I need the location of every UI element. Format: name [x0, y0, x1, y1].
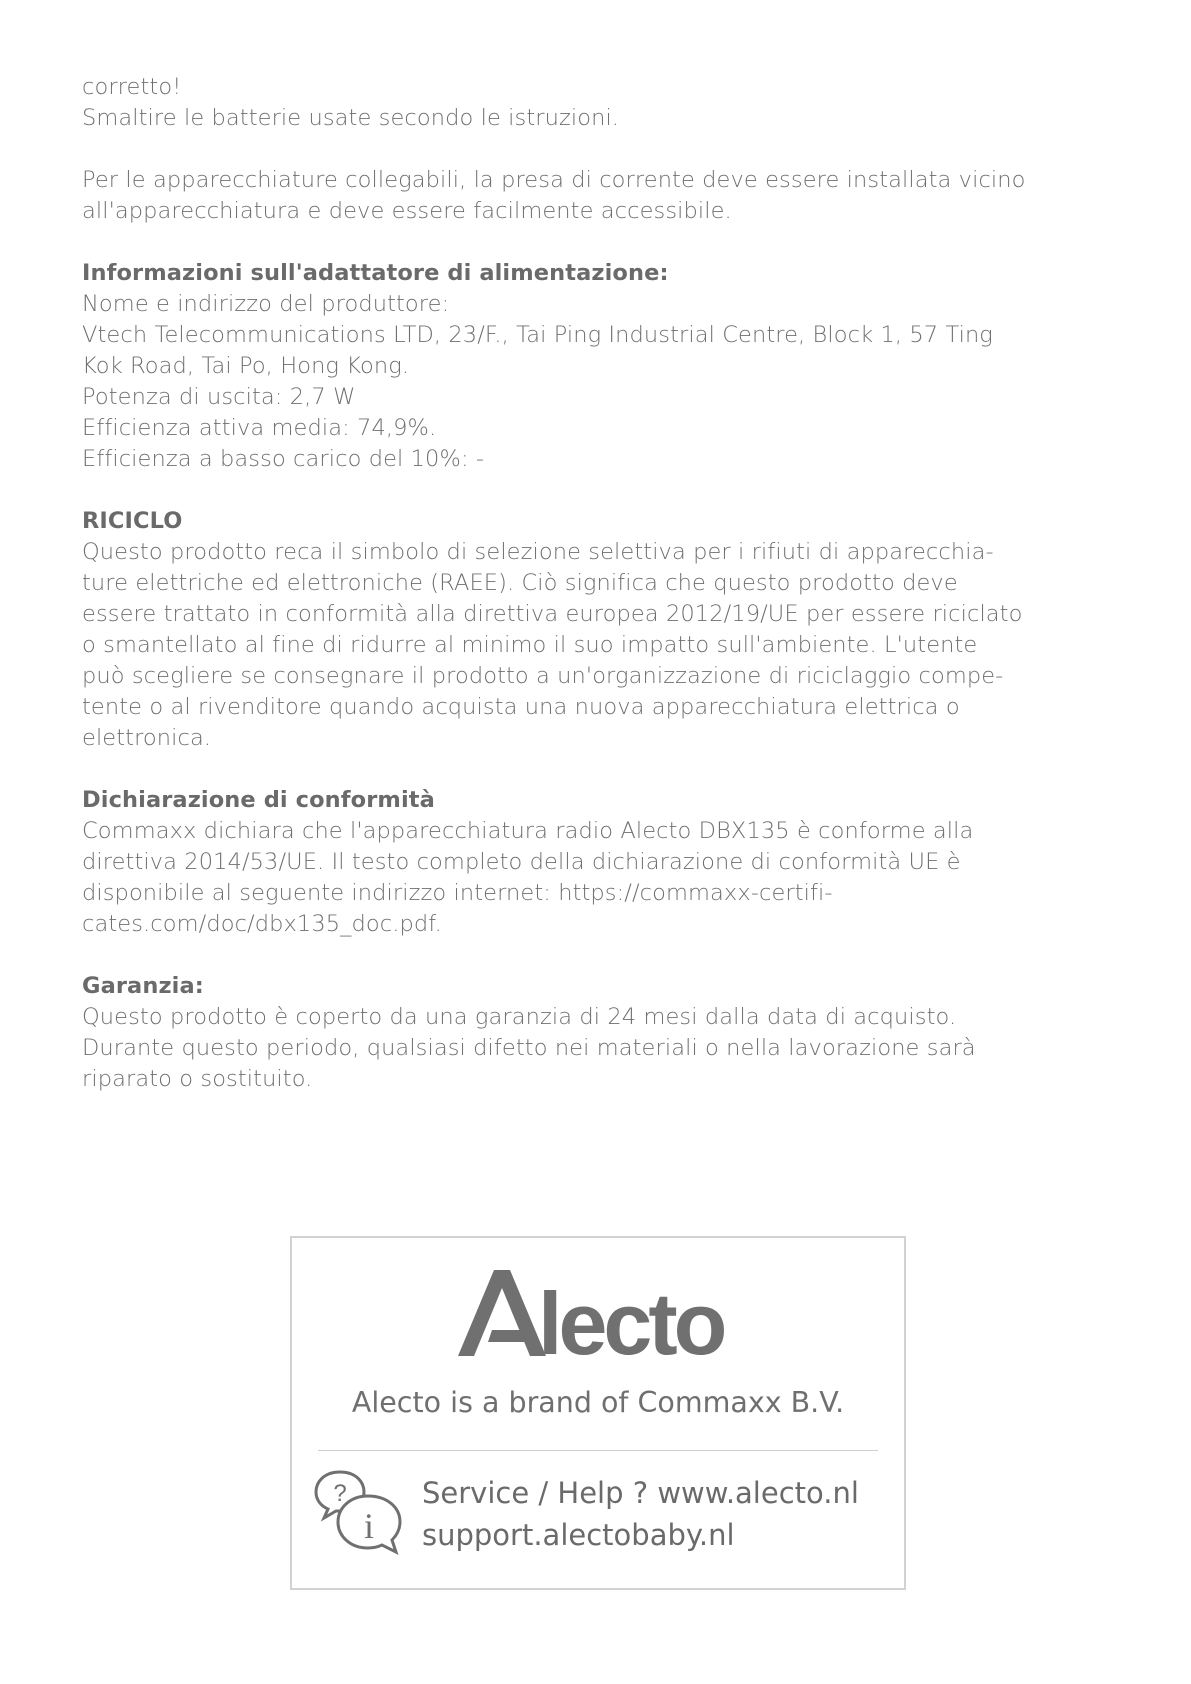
text-line: cates.com/doc/dbx135_doc.pdf.: [82, 911, 442, 937]
text-line: all'apparecchiatura e deve essere facilmente accessibile.: [82, 198, 732, 224]
alecto-logo: [292, 1264, 904, 1364]
text-line: Questo prodotto reca il simbolo di selezione selettiva per i rifiuti di apparecchia-: [82, 539, 994, 565]
warranty-section: [82, 971, 1122, 1095]
support-link[interactable]: support.alectobaby.nl: [422, 1518, 735, 1552]
warranty-heading: Garanzia:: [82, 973, 204, 999]
question-glyph: ?: [333, 1480, 347, 1507]
text-line: può scegliere se consegnare il prodotto a un'organizzazione di riciclaggio compe-: [82, 663, 1004, 689]
text-line: Commaxx dichiara che l'apparecchiatura radio Alecto DBX135 è conforme alla: [82, 818, 974, 844]
text-line: direttiva 2014/53/UE. Il testo completo della dichiarazione di conformità UE è: [82, 849, 961, 875]
text-line: Smaltire le batterie usate secondo le istruzioni.: [82, 105, 620, 131]
service-contact: [422, 1472, 902, 1556]
document-body: [82, 72, 1122, 1126]
text-line: Durante questo periodo, qualsiasi difetto nei materiali o nella lavorazione sarà: [82, 1035, 976, 1061]
adapter-heading: Informazioni sull'adattatore di alimentazione:: [82, 260, 669, 286]
socket-paragraph: [82, 165, 1122, 227]
brand-footer-box: [290, 1236, 906, 1590]
recycling-heading: RICICLO: [82, 508, 183, 534]
brand-statement: Alecto is a brand of Commaxx B.V.: [351, 1386, 845, 1419]
text-line: Efficienza attiva media: 74,9%.: [82, 415, 437, 441]
text-line: Nome e indirizzo del produttore:: [82, 291, 450, 317]
conformity-heading: Dichiarazione di conformità: [82, 787, 435, 813]
logo-wordmark: lecto: [538, 1274, 724, 1364]
text-line: ture elettriche ed elettroniche (RAEE). Ciò significa che questo prodotto deve: [82, 570, 958, 596]
text-line: Vtech Telecommunications LTD, 23/F., Tai Ping Industrial Centre, Block 1, 57 Ting: [82, 322, 993, 348]
text-line: corretto!: [82, 74, 182, 100]
alecto-logo-icon: [448, 1264, 748, 1364]
text-line: Questo prodotto è coperto da una garanzia di 24 mesi dalla data di acquisto.: [82, 1004, 957, 1030]
text-line: o smantellato al fine di ridurre al minimo il suo impatto sull'ambiente. L'utente: [82, 632, 978, 658]
text-line: elettronica.: [82, 725, 212, 751]
adapter-section: [82, 258, 1122, 475]
text-line: Per le apparecchiature collegabili, la presa di corrente deve essere installata vicino: [82, 167, 1026, 193]
service-link[interactable]: Service / Help ? www.alecto.nl: [422, 1476, 859, 1510]
conformity-section: [82, 785, 1122, 940]
text-line: Kok Road, Tai Po, Hong Kong.: [82, 353, 410, 379]
battery-disposal-paragraph: [82, 72, 1122, 134]
footer-divider: [318, 1450, 878, 1451]
text-line: riparato o sostituito.: [82, 1066, 313, 1092]
help-info-icon: [312, 1466, 404, 1556]
recycling-section: [82, 506, 1122, 754]
text-line: Potenza di uscita: 2,7 W: [82, 384, 356, 410]
text-line: disponibile al seguente indirizzo internet: https://commaxx-certifi-: [82, 880, 833, 906]
info-glyph: i: [363, 1506, 375, 1546]
text-line: essere trattato in conformità alla direttiva europea 2012/19/UE per essere riciclato: [82, 601, 1023, 627]
text-line: tente o al rivenditore quando acquista una nuova apparecchiatura elettrica o: [82, 694, 960, 720]
text-line: Efficienza a basso carico del 10%: -: [82, 446, 485, 472]
